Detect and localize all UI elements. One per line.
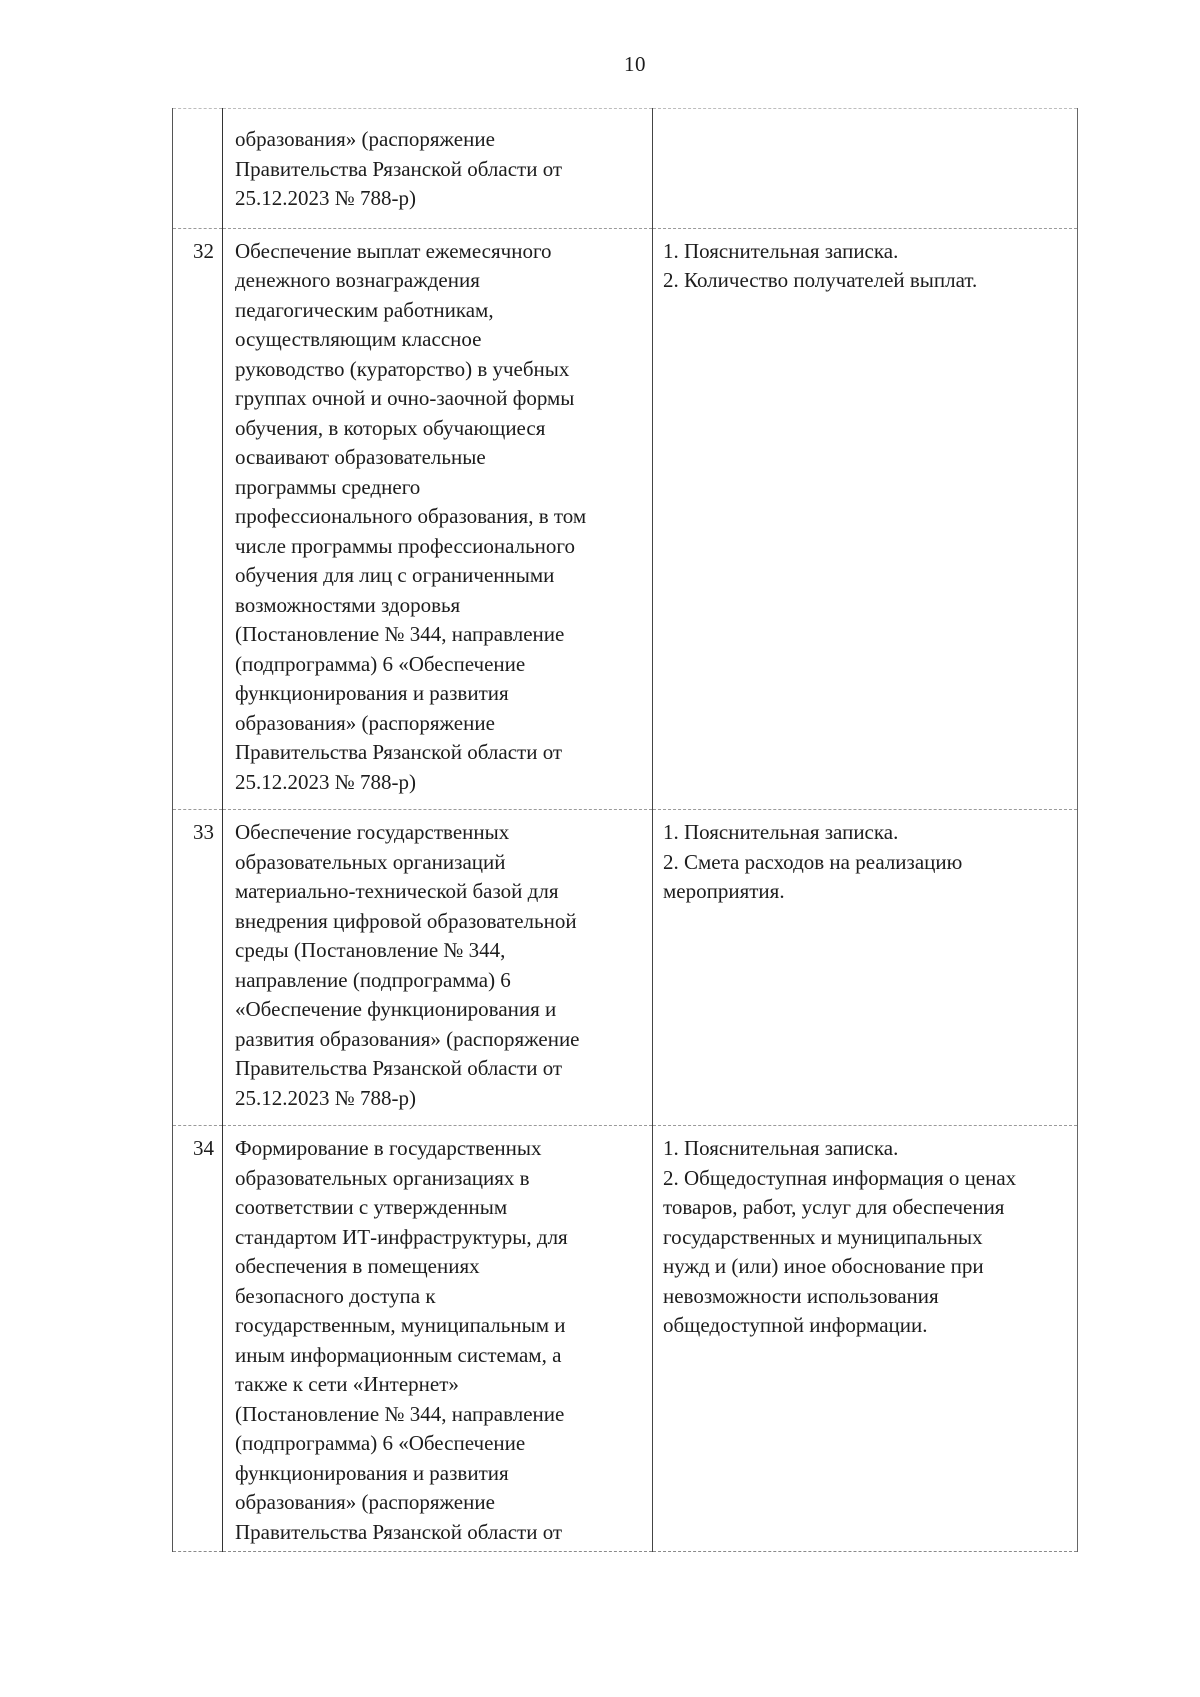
row-description — [223, 1126, 653, 1552]
row-documents — [653, 228, 1078, 810]
description-line: руководство (кураторство) в учебных — [235, 356, 570, 381]
description-line: соответствии с утвержденным — [235, 1195, 508, 1219]
row-number: 32 — [173, 228, 223, 810]
description-line: безопасного доступа к — [235, 1283, 436, 1308]
description-line: функционирования и развития — [235, 1460, 509, 1485]
description-line: (подпрограмма) 6 «Обеспечение — [235, 651, 526, 676]
description-line: «Обеспечение функционирования и — [235, 997, 557, 1021]
description-line: денежного вознаграждения — [235, 268, 480, 292]
description-line: среды (Постановление № 344, — [235, 938, 506, 962]
description-line: осваивают образовательные — [235, 445, 486, 469]
description-line: образования» (распоряжение — [235, 1490, 495, 1514]
description-line: направление (подпрограмма) 6 — [235, 967, 511, 992]
row-description — [223, 228, 653, 810]
description-line: группах очной и очно-заочной формы — [235, 386, 575, 410]
description-line: Формирование в государственных — [235, 1136, 542, 1160]
row-documents — [653, 810, 1078, 1126]
document-line: товаров, работ, услуг для обеспечения — [663, 1195, 1005, 1219]
description-line: образовательных организаций — [235, 849, 506, 874]
description-line: обеспечения в помещениях — [235, 1254, 480, 1278]
document-line: 1. Пояснительная записка. — [663, 238, 899, 263]
description-line: внедрения цифровой образовательной — [235, 908, 577, 933]
row-documents — [653, 1126, 1078, 1552]
description-line: (подпрограмма) 6 «Обеспечение — [235, 1431, 526, 1455]
description-line: государственным, муниципальным и — [235, 1313, 566, 1337]
description-line: осуществляющим классное — [235, 327, 482, 351]
table-row — [173, 228, 1078, 810]
row-number: 34 — [173, 1126, 223, 1552]
document-line: мероприятия. — [663, 879, 785, 903]
row-description — [223, 810, 653, 1126]
description-line: иным информационным системам, а — [235, 1342, 562, 1367]
description-line: образования» (распоряжение — [235, 710, 495, 735]
document-table — [172, 108, 1078, 1552]
description-line: обучения для лиц с ограниченными — [235, 563, 555, 587]
description-line: 25.12.2023 № 788-р) — [235, 1085, 417, 1110]
description-line: 25.12.2023 № 788-р) — [235, 769, 417, 794]
description-line: Обеспечение выплат ежемесячного — [235, 238, 552, 263]
description-line: педагогическим работникам, — [235, 297, 494, 322]
description-line: Правительства Рязанской области от — [235, 1056, 563, 1080]
description-line: функционирования и развития — [235, 681, 509, 705]
page-number: 10 — [624, 52, 646, 76]
document-line: государственных и муниципальных — [663, 1224, 983, 1249]
description-line: возможностями здоровья — [235, 592, 461, 617]
table-row — [173, 810, 1078, 1126]
document-line: 2. Смета расходов на реализацию — [663, 849, 963, 874]
table-row — [173, 1126, 1078, 1552]
description-line: (Постановление № 344, направление — [235, 622, 565, 646]
document-line: нужд и (или) иное обоснование при — [663, 1254, 984, 1278]
description-line: Правительства Рязанской области от — [235, 740, 563, 764]
description-line: Правительства Рязанской области от — [235, 156, 563, 181]
description-line: профессионального образования, в том — [235, 504, 587, 528]
row-description — [223, 109, 653, 229]
description-line: образовательных организациях в — [235, 1165, 530, 1190]
document-line: общедоступной информации. — [663, 1313, 928, 1337]
document-line: 1. Пояснительная записка. — [663, 1136, 899, 1160]
table-row — [173, 109, 1078, 229]
document-line: 2. Количество получателей выплат. — [663, 268, 978, 292]
description-line: Обеспечение государственных — [235, 820, 510, 844]
description-line: материально-технической базой для — [235, 879, 559, 903]
description-line: числе программы профессионального — [235, 533, 575, 558]
description-line: образования» (распоряжение — [235, 127, 495, 151]
row-number: 33 — [173, 810, 223, 1126]
document-line: 1. Пояснительная записка. — [663, 820, 899, 844]
description-line: (Постановление № 344, направление — [235, 1401, 565, 1426]
description-line: Правительства Рязанской области от — [235, 1519, 563, 1544]
description-line: стандартом ИТ-инфраструктуры, для — [235, 1224, 568, 1249]
description-line: обучения, в которых обучающиеся — [235, 415, 546, 440]
table-body — [173, 109, 1078, 1552]
row-documents — [653, 109, 1078, 229]
description-line: также к сети «Интернет» — [235, 1372, 459, 1396]
document-line: 2. Общедоступная информация о ценах — [663, 1165, 1017, 1190]
document-line: невозможности использования — [663, 1283, 939, 1308]
description-line: 25.12.2023 № 788-р) — [235, 186, 417, 210]
row-number — [173, 109, 223, 229]
description-line: программы среднего — [235, 474, 421, 499]
description-line: развития образования» (распоряжение — [235, 1026, 580, 1051]
